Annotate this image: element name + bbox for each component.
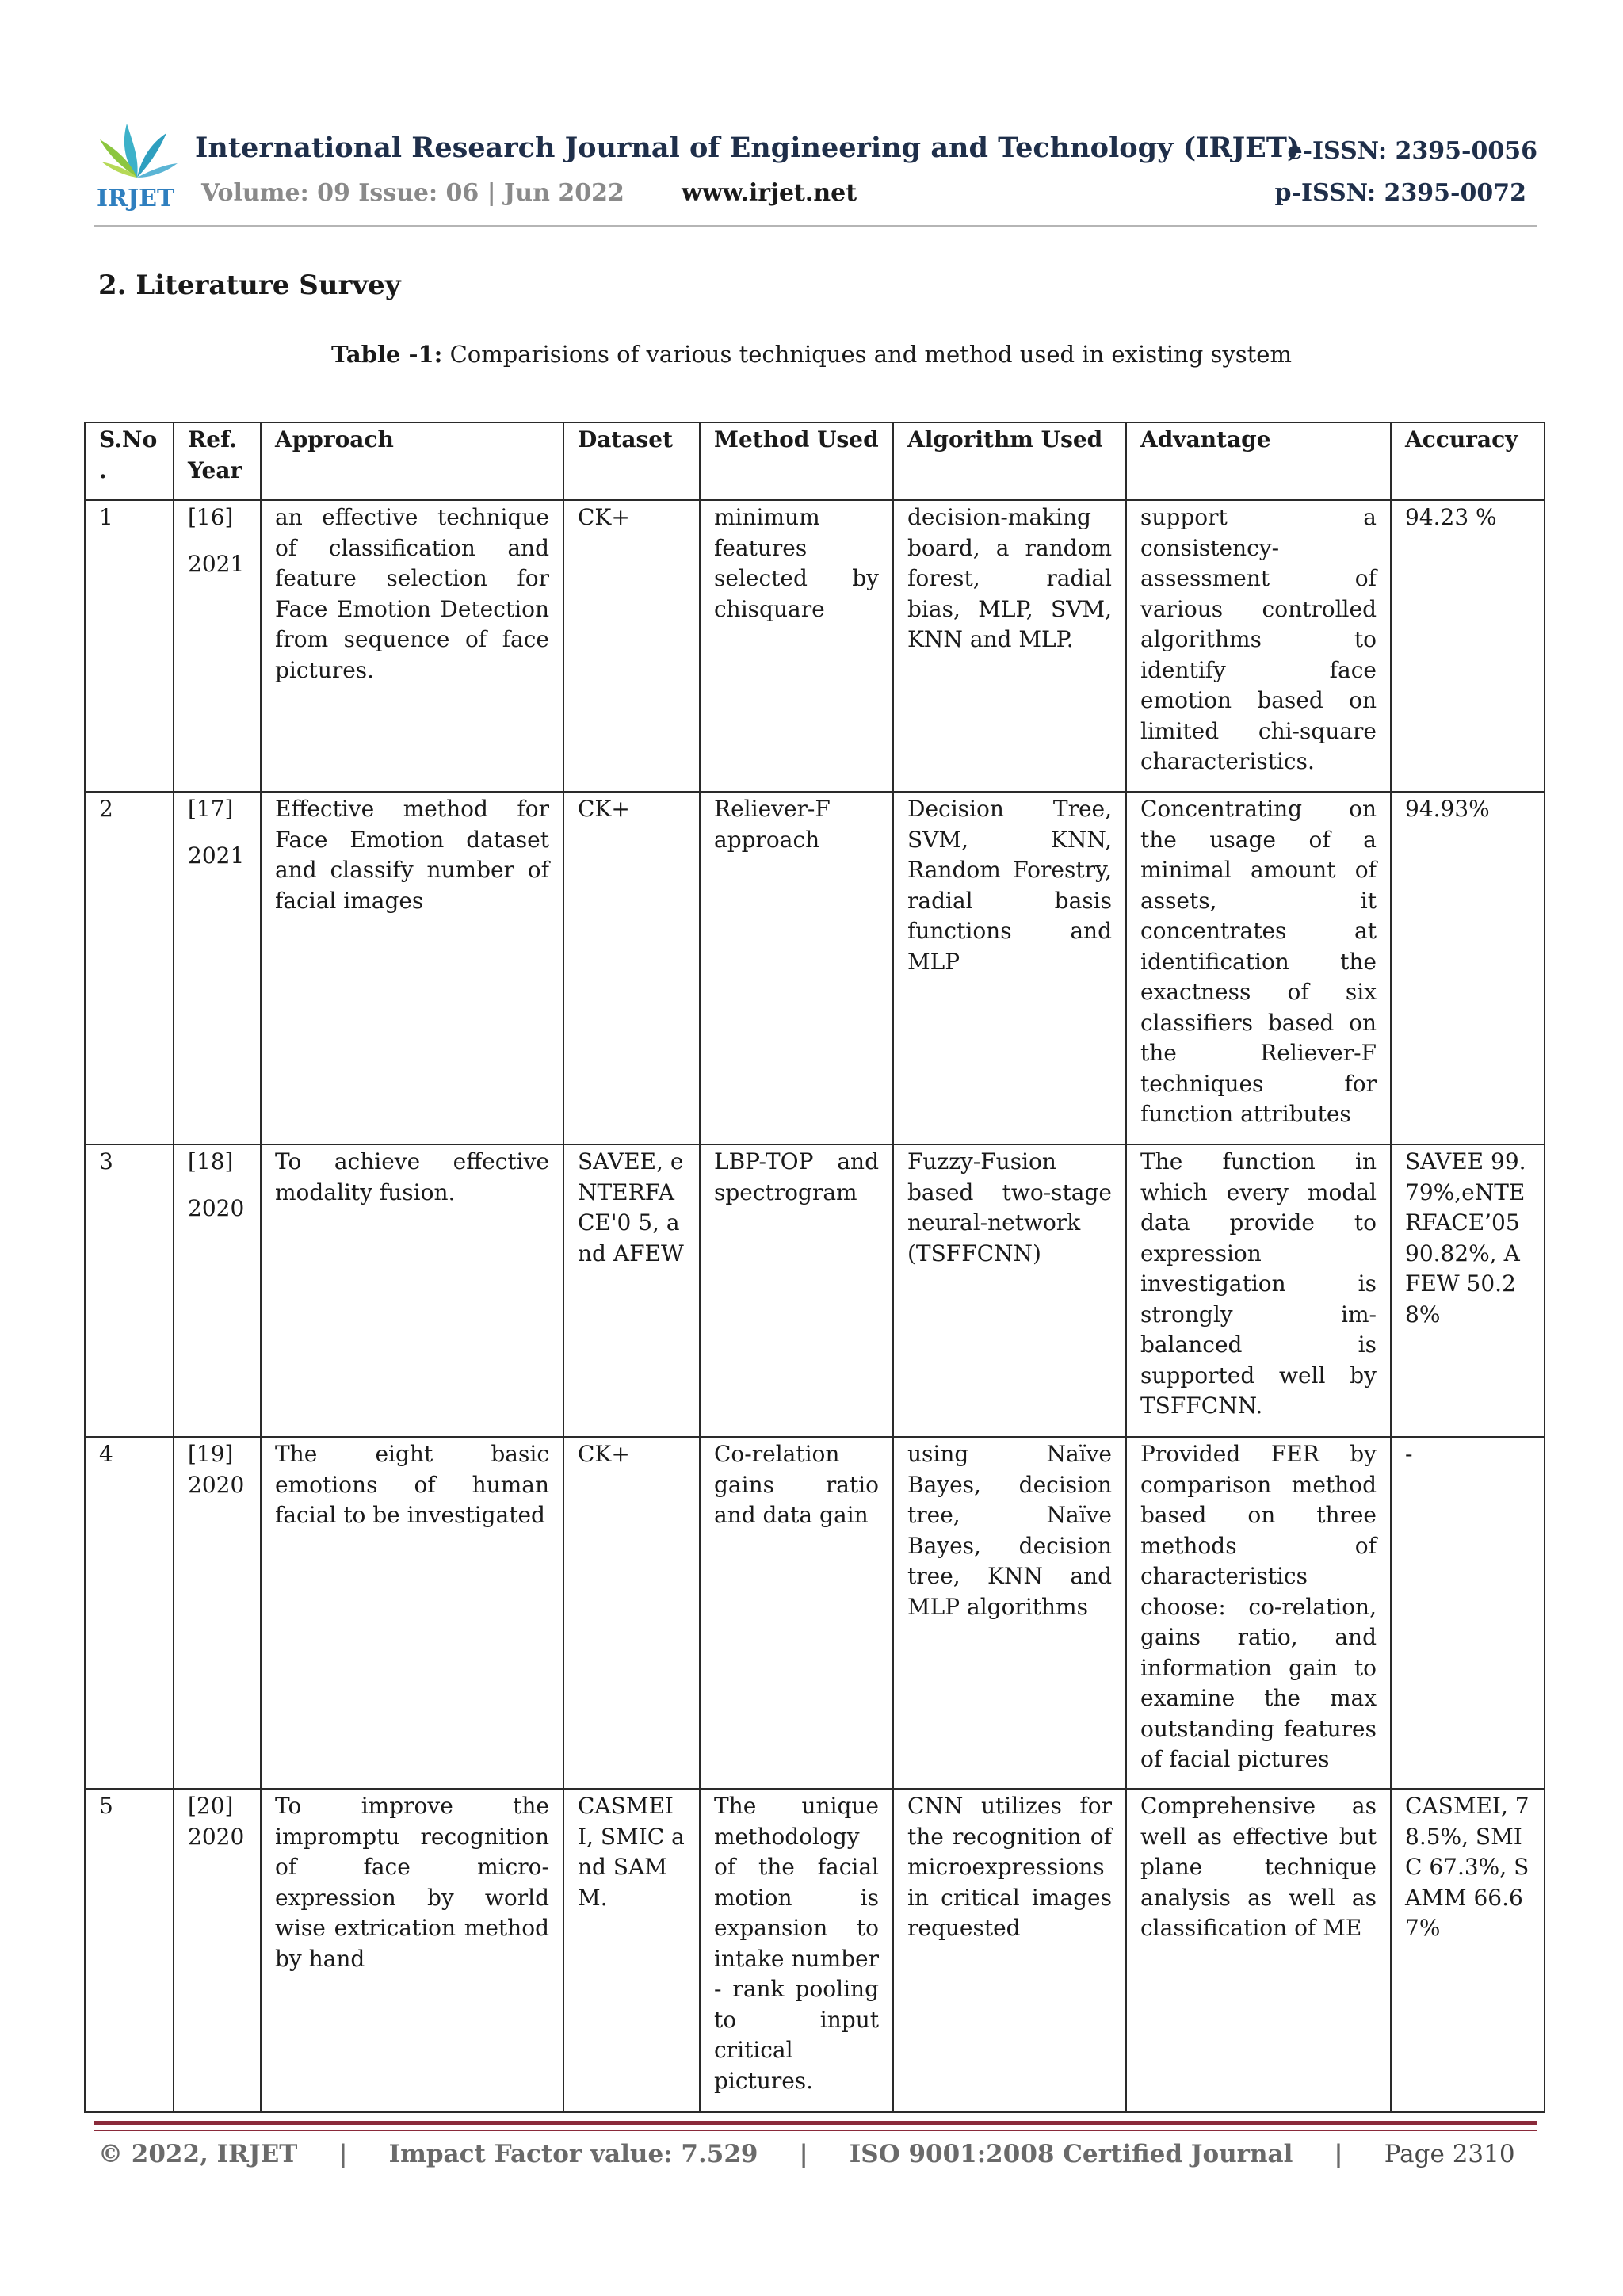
cell-approach: an effective technique of classification and feature selection for Face Emotion Detection from sequence of face pictures. [261,500,563,792]
cell-algorithm: decision-making board, a random forest, radial bias, MLP, SVM, KNN and MLP. [893,500,1126,792]
svg-text:IRJET: IRJET [97,185,175,211]
header-advantage: Advantage [1126,422,1391,500]
cell-sno: 1 [85,500,174,792]
cell-approach: Effective method for Face Emotion dataset and classify number of facial images [261,792,563,1144]
cell-advantage: Provided FER by comparison method based on three methods of characteristics choose: co-relation, gains ratio, and information gain to examine the max outstanding features of facial pictures [1126,1437,1391,1789]
cell-advantage: support a consistency-assessment of various controlled algorithms to identify face emotion based on limited chi-square characteristics. [1126,500,1391,792]
cell-approach: To achieve effective modality fusion. [261,1144,563,1437]
header-approach: Approach [261,422,563,500]
table-caption-label: Table -1: [331,341,443,368]
cell-method: LBP-TOP and spectrogram [700,1144,893,1437]
footer-separator: | [1334,2140,1343,2168]
pissn: p-ISSN: 2395-0072 [1274,179,1526,207]
cell-approach: To improve the impromptu recognition of face micro-expression by world wise extrication method by hand [261,1789,563,2112]
footer-impact-factor: Impact Factor value: 7.529 [388,2140,758,2168]
cell-advantage: The function in which every modal data provide to expression investigation is strongly im-balanced is supported well by TSFFCNN. [1126,1144,1391,1437]
header-method: Method Used [700,422,893,500]
table-row [85,792,1545,1144]
header-accuracy: Accuracy [1391,422,1545,500]
irjet-logo-icon [94,116,181,211]
cell-accuracy: 94.23 % [1391,500,1545,792]
cell-ref-year: [18] 2020 [174,1144,261,1437]
cell-accuracy: - [1391,1437,1545,1789]
website-link[interactable]: www.irjet.net [682,179,857,207]
table-caption [0,341,1623,368]
eissn: e-ISSN: 2395-0056 [1287,137,1537,165]
cell-advantage: Comprehensive as well as effective but plane technique analysis as well as classification of ME [1126,1789,1391,2112]
cell-dataset: CK+ [563,792,700,1144]
cell-approach: The eight basic emotions of human facial to be investigated [261,1437,563,1789]
table-row [85,1437,1545,1789]
cell-accuracy: 94.93% [1391,792,1545,1144]
cell-sno: 2 [85,792,174,1144]
cell-algorithm: Decision Tree, SVM, KNN, Random Forestry, radial basis functions and MLP [893,792,1126,1144]
cell-dataset: CASMEII, SMIC and SAMM. [563,1789,700,2112]
cell-ref-year: [17] 2021 [174,792,261,1144]
header-ref-year: Ref. Year [174,422,261,500]
cell-advantage: Concentrating on the usage of a minimal amount of assets, it concentrates at identification the exactness of six classifiers based on the Reliever-F techniques for function attributes [1126,792,1391,1144]
cell-dataset: SAVEE, eNTERFACE'0 5, and AFEW [563,1144,700,1437]
cell-ref-year: [20] 2020 [174,1789,261,2112]
table-header-row [85,422,1545,500]
footer-separator: | [338,2140,348,2168]
footer-divider-thick [94,2121,1537,2125]
cell-method: Co-relation gains ratio and data gain [700,1437,893,1789]
cell-dataset: CK+ [563,1437,700,1789]
footer-separator: | [799,2140,808,2168]
footer-divider-thin [94,2130,1537,2131]
cell-method: minimum features selected by chisquare [700,500,893,792]
cell-accuracy: SAVEE 99.79%,eNTERFACE’05 90.82%, AFEW 50.28% [1391,1144,1545,1437]
page-header [94,116,1537,227]
journal-title: International Research Journal of Engineering and Technology (IRJET) [195,132,1300,164]
header-sno: S.No . [85,422,174,500]
cell-ref-year: [19] 2020 [174,1437,261,1789]
cell-accuracy: CASMEI, 78.5%, SMIC 67.3%, SAMM 66.67% [1391,1789,1545,2112]
cell-dataset: CK+ [563,500,700,792]
header-algorithm: Algorithm Used [893,422,1126,500]
cell-algorithm: Fuzzy-Fusion based two-stage neural-network (TSFFCNN) [893,1144,1126,1437]
footer-copyright: © 2022, IRJET [98,2140,298,2168]
section-heading: 2. Literature Survey [98,269,401,301]
volume-issue: Volume: 09 Issue: 06 | Jun 2022 [201,179,624,207]
table-row [85,1789,1545,2112]
table-caption-text: Comparisions of various techniques and method used in existing system [442,341,1292,368]
footer-iso: ISO 9001:2008 Certified Journal [849,2140,1293,2168]
cell-sno: 3 [85,1144,174,1437]
page-footer [98,2140,1515,2168]
cell-sno: 4 [85,1437,174,1789]
cell-method: Reliever-F approach [700,792,893,1144]
cell-ref-year: [16] 2021 [174,500,261,792]
footer-page-number: Page 2310 [1384,2140,1515,2168]
header-dataset: Dataset [563,422,700,500]
cell-algorithm: using Naïve Bayes, decision tree, Naïve Bayes, decision tree, KNN and MLP algorithms [893,1437,1126,1789]
literature-survey-table [84,422,1545,2113]
table-row [85,1144,1545,1437]
table-row [85,500,1545,792]
cell-method: The unique methodology of the facial motion is expansion to intake number - rank pooling to input critical pictures. [700,1789,893,2112]
header-divider [94,225,1537,227]
cell-sno: 5 [85,1789,174,2112]
cell-algorithm: CNN utilizes for the recognition of microexpressions in critical images requested [893,1789,1126,2112]
